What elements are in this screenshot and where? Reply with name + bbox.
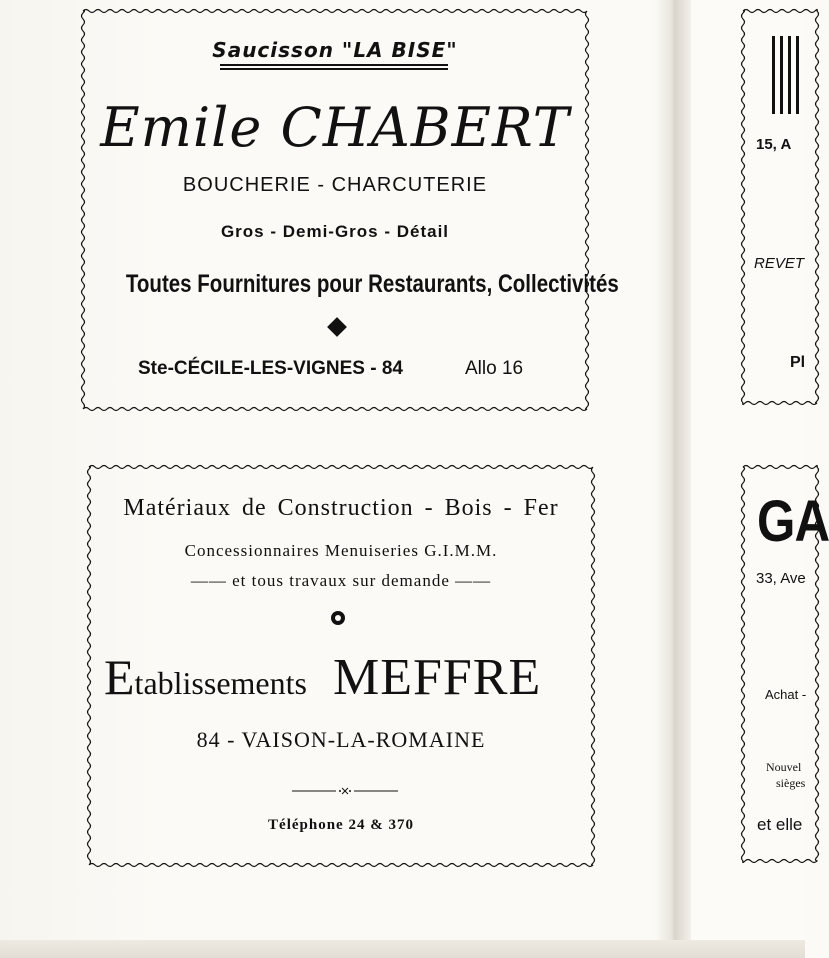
ad-meffre-city: 84 - VAISON-LA-ROMAINE — [196, 727, 486, 752]
ad-meffre-line1: Matériaux de Construction - Bois - Fer — [123, 495, 559, 521]
ad-chabert-line1: BOUCHERIE - CHARCUTERIE — [182, 174, 488, 196]
ad-meffre-line2: Concessionnaires Menuiseries G.I.M.M. — [184, 541, 498, 560]
ad-meffre-line3: —— et tous travaux sur demande —— — [190, 571, 492, 590]
facing-fragment-nouvel: Nouvel — [766, 760, 802, 774]
facing-ad-1-headline-fragment — [772, 36, 812, 114]
ad-chabert-city: Ste-CÉCILE-LES-VIGNES - 84 — [138, 358, 403, 379]
name-initial: E — [104, 649, 135, 705]
facing-fragment-et-elle: et elle — [757, 815, 803, 834]
facing-fragment-sieges: sièges — [776, 776, 806, 790]
facing-fragment-achat: Achat - — [765, 687, 807, 702]
page-gutter — [655, 0, 691, 958]
facing-fragment-ave: 33, Ave — [756, 570, 806, 587]
ad-meffre-phone: Téléphone 24 & 370 — [268, 817, 414, 833]
facing-fragment-ga: GA — [757, 489, 829, 554]
ad-chabert — [80, 8, 619, 412]
ad-meffre-name — [104, 648, 586, 707]
ad-chabert-line3: Toutes Fournitures pour Restaurants, Collectivités — [125, 270, 619, 298]
name-rest: tablissements — [134, 665, 307, 701]
ad-chabert-line2: Gros - Demi-Gros - Détail — [220, 222, 450, 241]
facing-fragment-address: 15, A — [756, 136, 792, 153]
diamond-ornament-icon — [327, 317, 347, 337]
ad-chabert-phone: Allo 16 — [465, 358, 524, 379]
page-bottom-edge — [0, 940, 805, 958]
facing-fragment-pl: Pl — [790, 354, 806, 371]
ad-chabert-title: Saucisson "LA BISE" — [212, 38, 458, 62]
divider-ornament-icon — [292, 787, 398, 795]
facing-fragment-revet: REVET — [754, 255, 805, 272]
ring-ornament-icon — [331, 611, 345, 625]
name-main: MEFFRE — [332, 649, 542, 706]
title-underline-2 — [220, 68, 448, 70]
ad-chabert-name: Emile CHABERT — [100, 96, 570, 159]
ad-meffre — [86, 464, 596, 868]
title-underline — [220, 64, 448, 66]
